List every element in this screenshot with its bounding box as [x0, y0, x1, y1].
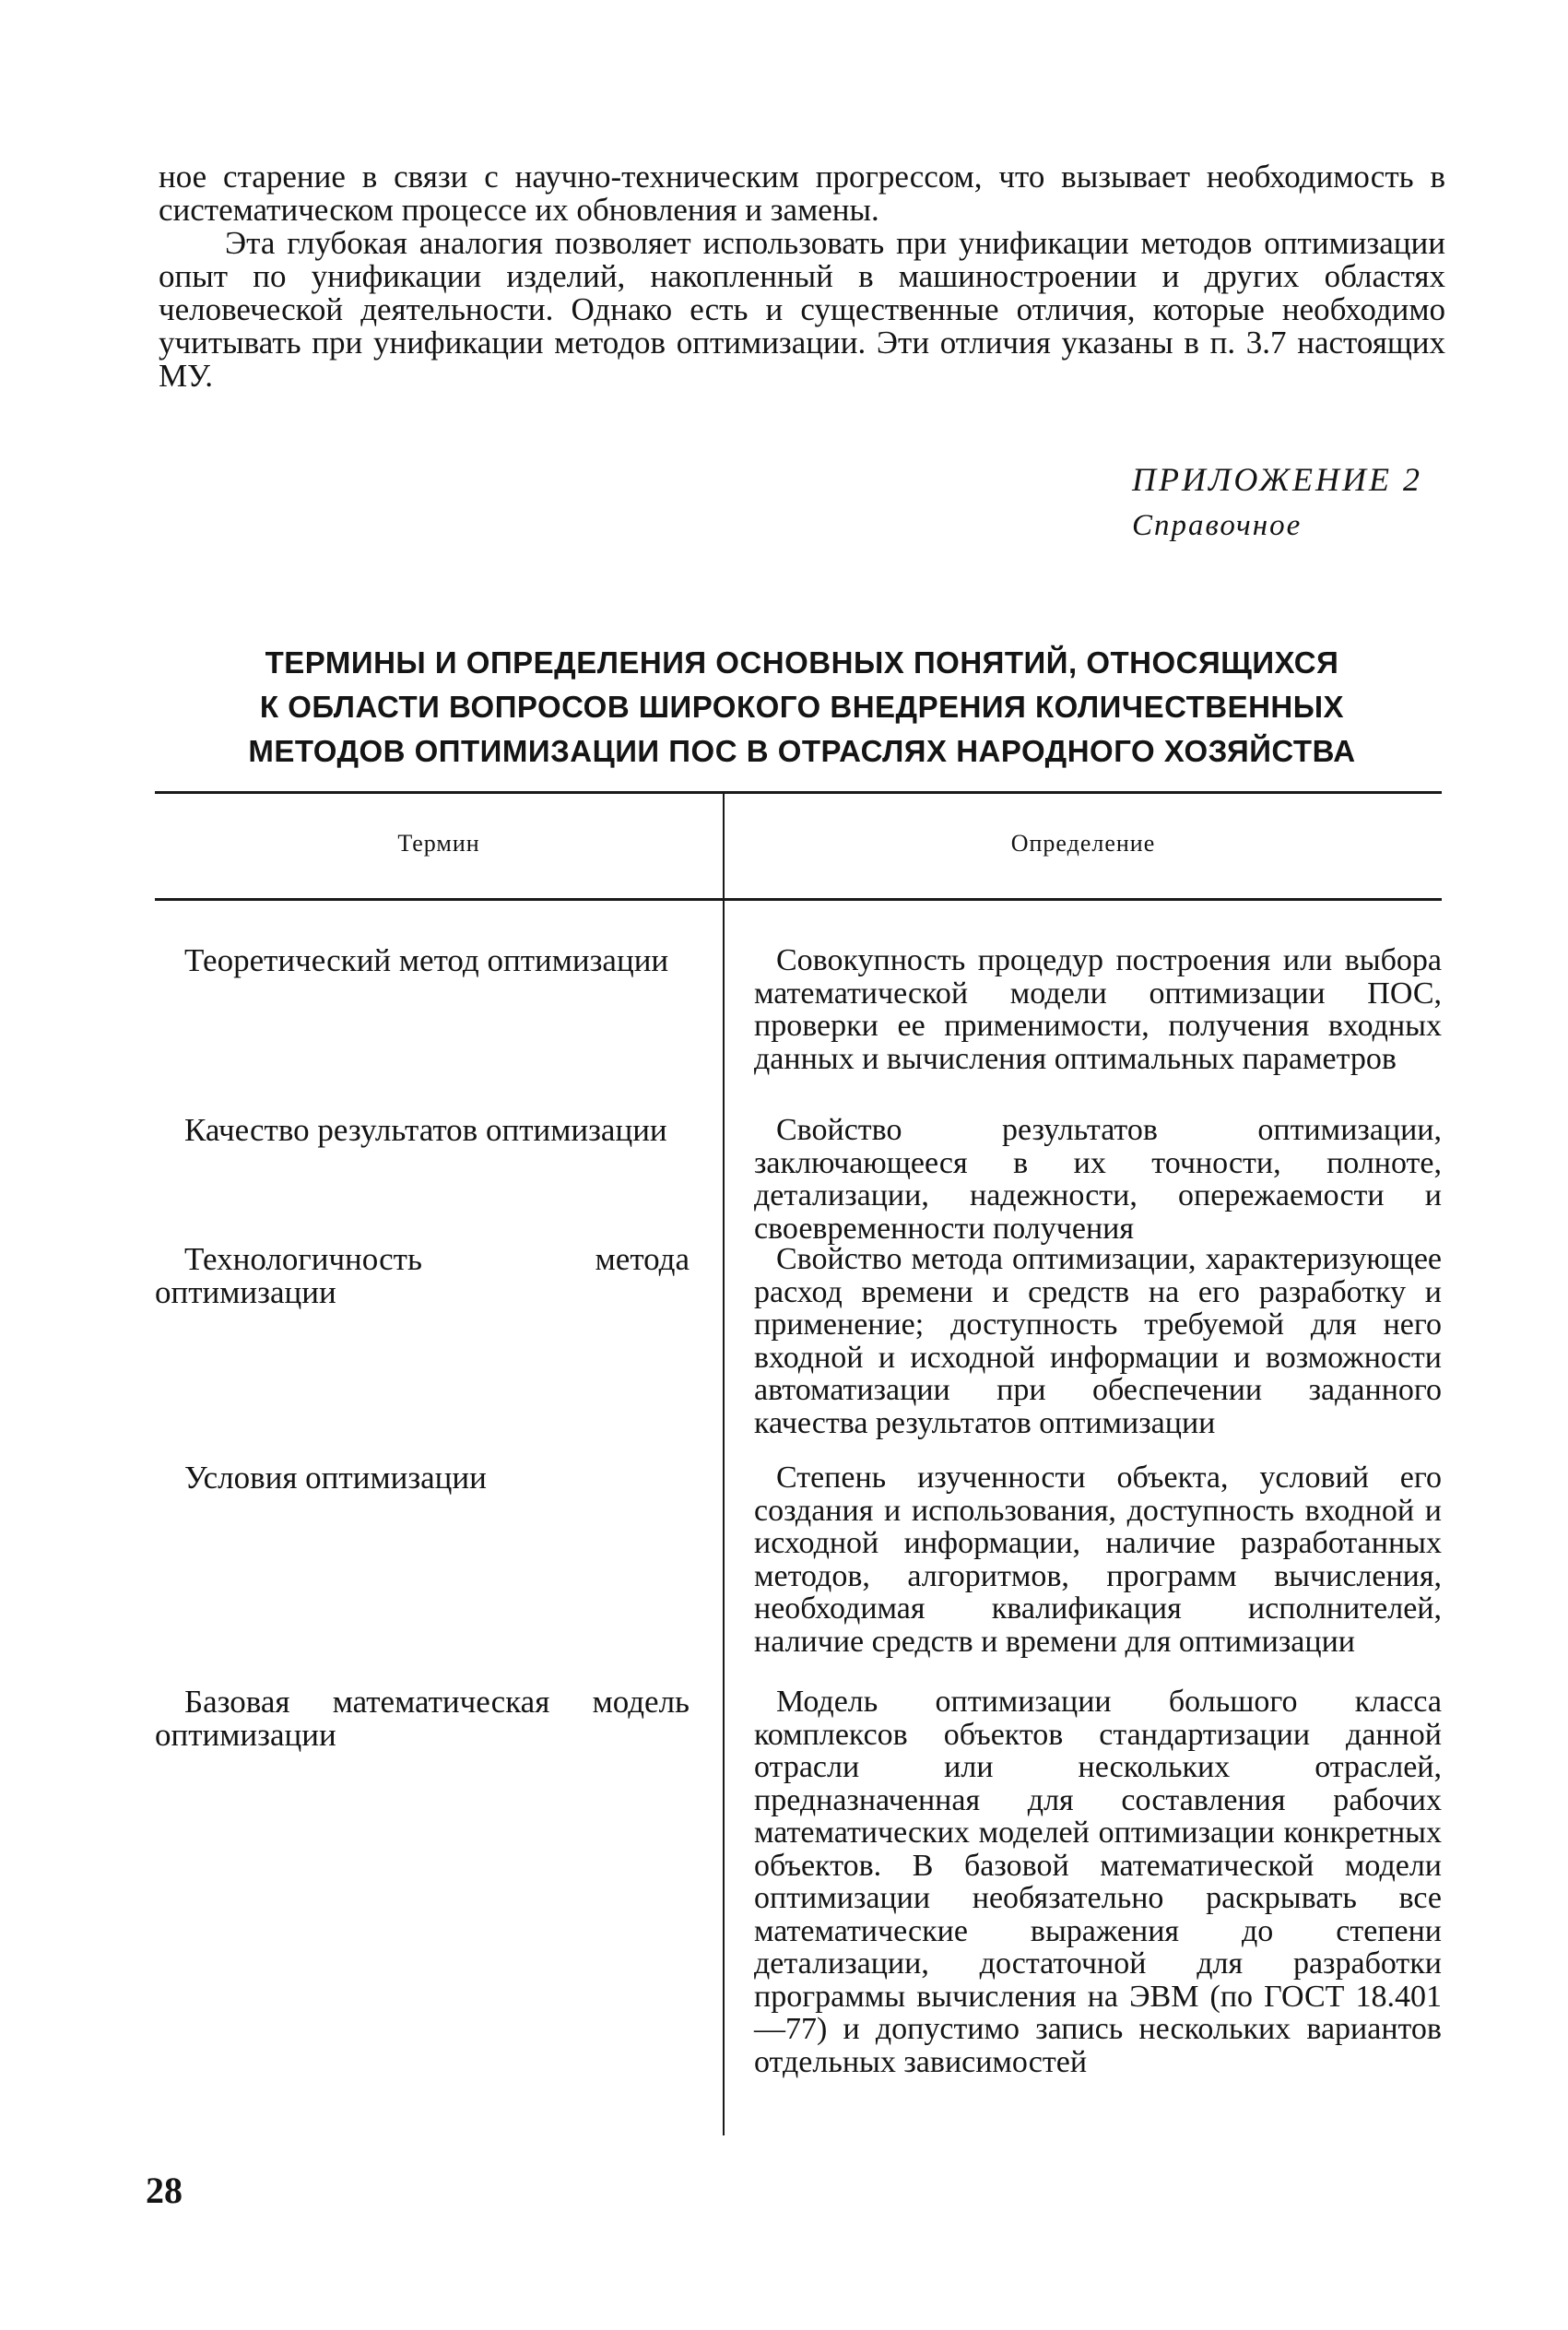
table-header-rule [155, 898, 1442, 901]
definition-cell: Свойство метода оптимизации, характеризующее расход времени и средств на его разработку и применение; доступность требуемой для него входной и исходной информации и возможности автоматизации при обеспечении заданного качества результатов оптимизации [754, 1242, 1442, 1440]
page-number: 28 [146, 2170, 183, 2211]
term-cell: Качество результатов оптимизации [184, 1112, 667, 1148]
term-cell: Базовая математическая модель оптимизации [155, 1684, 690, 1753]
heading-line-2: К ОБЛАСТИ ВОПРОСОВ ШИРОКОГО ВНЕДРЕНИЯ КОЛИЧЕСТВЕННЫХ [259, 690, 1345, 724]
intro-paragraph-1: ное старение в связи с научно-техническим прогрессом, что вызывает необходимость в систематическом процессе их обновления и замены. [159, 159, 1445, 228]
intro-text [159, 160, 1445, 393]
appendix-title: ПРИЛОЖЕНИЕ 2 [1132, 461, 1422, 498]
terms-table [155, 791, 1442, 2142]
term-cell: Технологичность метода оптимизации [155, 1241, 690, 1310]
definition-cell: Свойство результатов оптимизации, заключающееся в их точности, полноте, детализации, надежности, опережаемости и своевременности получения [754, 1113, 1442, 1246]
table-top-rule [155, 791, 1442, 794]
definition-cell: Степень изученности объекта, условий его создания и использования, доступность входной и исходной информации, наличие разработанных методов, алгоритмов, программ вычисления, необходимая квалификация исполнителей, наличие средств и времени для оптимизации [754, 1461, 1442, 1659]
heading-line-1: ТЕРМИНЫ И ОПРЕДЕЛЕНИЯ ОСНОВНЫХ ПОНЯТИЙ, ОТНОСЯЩИХСЯ [265, 645, 1339, 680]
heading-line-3: МЕТОДОВ ОПТИМИЗАЦИИ ПОС В ОТРАСЛЯХ НАРОДНОГО ХОЗЯЙСТВА [248, 734, 1356, 768]
term-cell: Условия оптимизации [184, 1460, 487, 1496]
definition-cell: Модель оптимизации большого класса комплексов объектов стандартизации данной отрасли или нескольких отраслей, предназначенная для составления рабочих математических моделей оптимизации конкретных объектов. В базовой математической модели оптимизации необязательно раскрывать все математические выражения до степени детализации, достаточной для разработки программы вычисления на ЭВМ (по ГОСТ 18.401—77) и допустимо запись нескольких вариантов отдельных зависимостей [754, 1685, 1442, 2079]
column-header-definition: Определение [1010, 830, 1156, 857]
table-column-divider [723, 794, 725, 2135]
appendix-subtitle: Справочное [1132, 509, 1303, 542]
column-header-term: Термин [397, 830, 480, 857]
definition-cell: Совокупность процедур построения или выбора математической модели оптимизации ПОС, проверки ее применимости, получения входных данных и вычисления оптимальных параметров [754, 943, 1442, 1076]
section-heading [157, 641, 1447, 774]
term-cell: Теоретический метод оптимизации [184, 942, 669, 978]
intro-paragraph-2: Эта глубокая аналогия позволяет использовать при унификации методов оптимизации опыт по унификации изделий, накопленный в машиностроении и других областях человеческой деятельности. Однако есть и существенные отличия, которые необходимо учитывать при унификации методов оптимизации. Эти отличия указаны в п. 3.7 настоящих МУ. [159, 225, 1445, 394]
appendix-label [1132, 461, 1445, 544]
